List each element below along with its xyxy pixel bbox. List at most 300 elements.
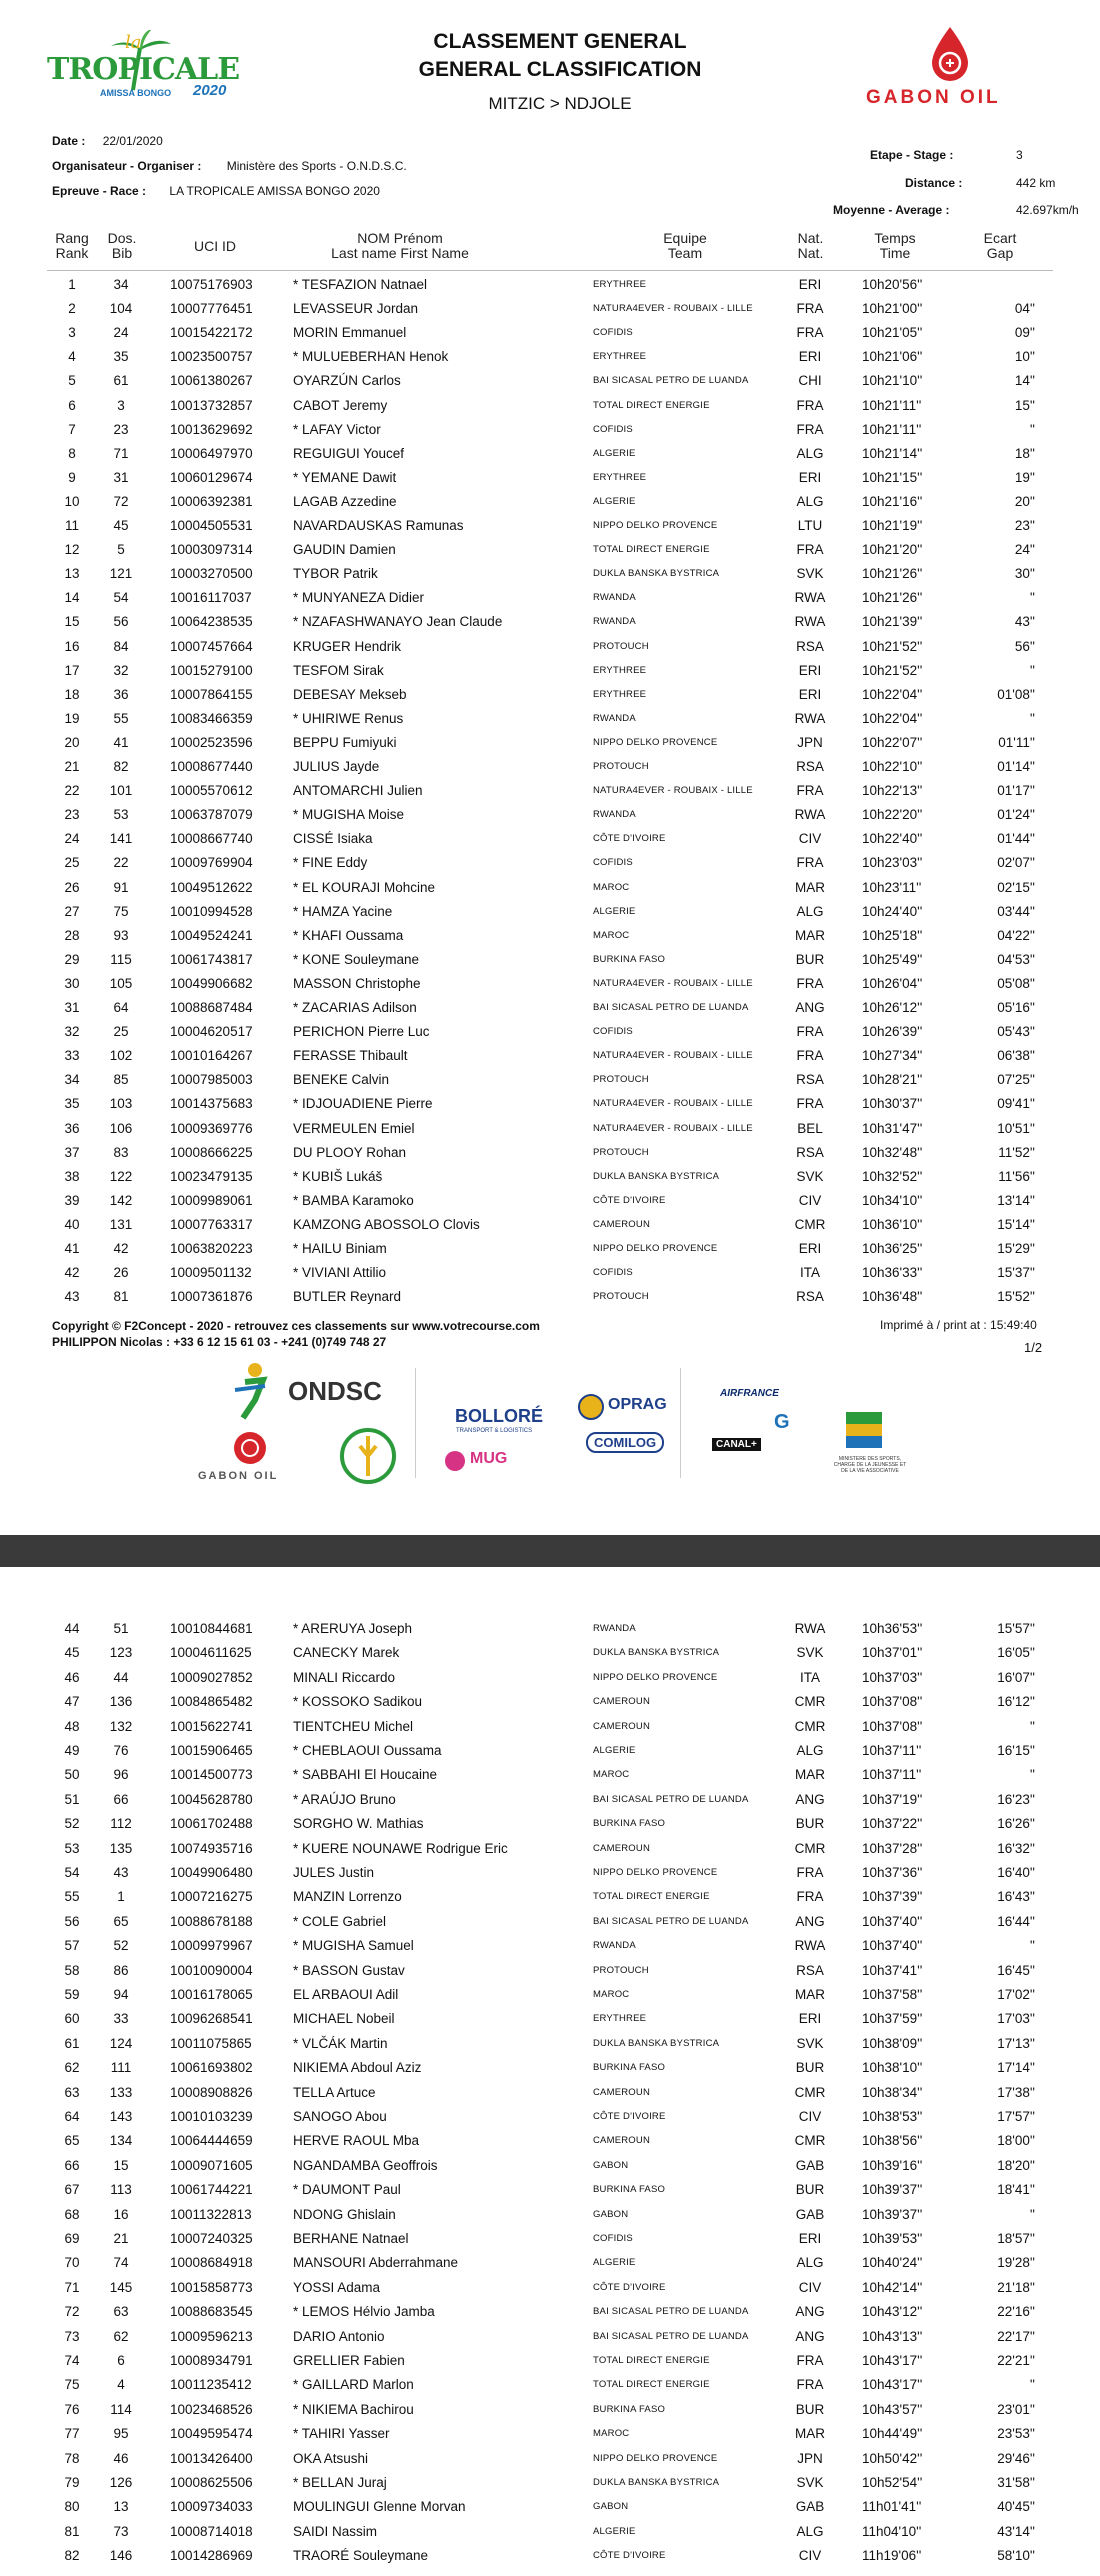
bib-cell: 131 [109,1216,133,1232]
ministry-logo: MINISTERE DES SPORTS, CHARGE DE LA JEUNESSE ET DE LA VIE ASSOCIATIVE [833,1456,907,1474]
race-logo-word: TROPICALE [47,52,240,87]
comilog-logo: COMILOG [586,1432,664,1453]
rank-cell: 46 [64,1669,80,1685]
nat-cell: ALG [796,2523,824,2539]
nat-cell: CHI [798,373,822,389]
team-cell: CAMEROUN [593,2135,651,2147]
table-row [0,876,1100,900]
name-cell: * MULUEBERHAN Henok [293,349,449,365]
rank-cell: 2 [68,301,76,317]
name-cell: * FINE Eddy [293,855,368,871]
rank-cell: 44 [64,1621,80,1636]
table-row [0,2129,1100,2153]
col-name: NOM Prénom Last name First Name [331,230,469,261]
table-row [0,345,1100,369]
nat-cell: CMR [794,1694,826,1710]
table-row [0,1666,1100,1690]
team-cell: BAI SICASAL PETRO DE LUANDA [593,2306,749,2318]
time-cell: 10h43'57'' [862,2401,923,2417]
uci-cell: 10008934791 [170,2353,253,2368]
name-cell: * BASSON Gustav [293,1962,405,1978]
table-row [0,1213,1100,1237]
team-cell: GABON [593,2208,629,2220]
uci-cell: 10011322813 [170,2206,252,2222]
table-row [0,1812,1100,1836]
name-cell: * UHIRIWE Renus [293,710,404,726]
team-cell: TOTAL DIRECT ENERGIE [593,544,710,556]
team-cell: CAMEROUN [593,1842,651,1854]
name-cell: HERVE RAOUL Mba [293,2133,420,2149]
time-cell: 10h21'06'' [862,349,923,365]
team-cell: DUKLA BANSKA BYSTRICA [593,1170,720,1182]
name-cell: TESFOM Sirak [293,662,384,678]
time-cell: 10h28'21'' [862,1072,923,1088]
table-row [0,1092,1100,1116]
uci-cell: 10049512622 [170,879,253,895]
uci-cell: 10064444659 [170,2133,253,2149]
rank-cell: 27 [64,903,80,919]
time-cell: 10h21'14'' [862,445,923,461]
table-row [0,562,1100,586]
uci-cell: 10007216275 [170,1889,253,1905]
gap-cell: 19'28'' [997,2255,1035,2271]
stage-line [870,148,1023,162]
rank-cell: 54 [64,1865,80,1880]
rank-cell: 4 [68,349,76,365]
team-cell: CAMEROUN [593,1696,651,1708]
nat-cell: ALG [796,445,824,461]
gap-cell: '' [1029,2206,1035,2222]
bib-cell: 25 [113,1024,129,1040]
rank-cell: 10 [64,493,80,509]
team-cell: RWANDA [593,1623,636,1634]
team-cell: NIPPO DELKO PROVENCE [593,520,718,531]
rank-cell: 48 [64,1718,80,1734]
bollore-sub: TRANSPORT & LOGISTICS [456,1428,533,1434]
name-cell: MANZIN Lorrenzo [293,1889,402,1905]
uci-cell: 10015279100 [170,662,253,678]
name-cell: GAUDIN Damien [293,542,396,558]
time-cell: 10h43'17'' [862,2353,923,2368]
name-cell: * HAILU Biniam [293,1241,387,1256]
nat-cell: ANG [795,2328,825,2344]
nat-cell: SVK [796,2475,824,2490]
name-cell: MINALI Riccardo [293,1669,396,1685]
gap-cell: 22'21'' [997,2353,1035,2368]
table-row [0,948,1100,972]
name-cell: OKA Atsushi [293,2450,369,2466]
name-cell: CANECKY Marek [293,1645,400,1661]
bib-cell: 113 [110,2182,132,2198]
rank-cell: 7 [68,421,76,437]
time-cell: 10h26'04'' [862,975,923,991]
gap-cell: '' [1029,1767,1035,1783]
bib-cell: 106 [109,1120,133,1136]
nat-cell: SVK [796,566,824,582]
name-cell: * ZACARIAS Adilson [293,1000,417,1015]
team-cell: ERYTHREE [593,351,647,363]
table-row [0,2105,1100,2129]
table-row [0,1934,1100,1958]
bib-cell: 24 [113,325,129,341]
nat-cell: CIV [798,1192,822,1208]
time-cell: 10h37'59'' [862,2011,923,2027]
name-cell: TELLA Artuce [293,2084,376,2100]
gap-cell: 15'' [1014,397,1035,413]
uci-cell: 10084865482 [170,1694,253,1710]
time-cell: 10h21'11'' [862,421,922,437]
race-value: LA TROPICALE AMISSA BONGO 2020 [169,184,380,198]
table-row [0,2544,1100,2568]
team-cell: MAROC [593,1769,630,1781]
rank-cell: 78 [64,2450,80,2466]
bib-cell: 61 [113,373,129,389]
gap-cell: 06'38'' [997,1048,1035,1064]
gap-cell: 18'' [1014,445,1035,461]
table-row [0,273,1100,297]
uci-cell: 10007776451 [170,301,253,317]
name-cell: LAGAB Azzedine [293,493,397,509]
uci-cell: 10006392381 [170,493,253,509]
nat-cell: FRA [796,855,824,871]
time-cell: 10h40'24'' [862,2255,923,2271]
gap-cell: 05'43'' [997,1024,1035,1040]
team-cell: MAROC [593,1989,630,2000]
nat-cell: BUR [795,951,825,967]
gap-cell: 02'07'' [997,855,1035,871]
bib-cell: 75 [113,903,129,919]
gap-cell: 04'22'' [997,927,1035,943]
bib-cell: 121 [109,566,133,582]
team-cell: ALGERIE [593,2525,636,2537]
team-cell: CÔTE D'IVOIRE [593,1194,666,1206]
bib-cell: 56 [113,614,129,630]
nat-cell: ERI [798,277,822,292]
uci-cell: 10049524241 [170,927,253,943]
bib-cell: 64 [113,1000,129,1015]
time-cell: 10h21'20'' [862,542,923,558]
nat-cell: FRA [796,783,824,799]
name-cell: YOSSI Adama [293,2279,381,2295]
team-cell: ERYTHREE [593,471,647,483]
time-cell: 10h37'28'' [862,1840,923,1856]
time-cell: 10h21'15'' [862,469,923,485]
bib-cell: 65 [113,1913,129,1929]
bib-cell: 62 [113,2328,129,2344]
name-cell: CISSÉ Isiaka [293,831,373,847]
nat-cell: FRA [796,1096,824,1112]
gap-cell: 17'38'' [997,2084,1035,2100]
table-row [0,2300,1100,2324]
bib-cell: 126 [109,2475,133,2490]
team-cell: MAROC [593,881,630,893]
table-row [0,1983,1100,2007]
time-cell: 10h32'48'' [862,1144,923,1160]
team-cell: CAMEROUN [593,1720,651,1732]
table-row [0,1044,1100,1068]
uci-cell: 10015858773 [170,2279,253,2295]
name-cell: * KOSSOKO Sadikou [293,1694,423,1710]
uci-cell: 10045628780 [170,1791,253,1807]
gap-cell: 30'' [1014,566,1035,582]
table-row [0,2007,1100,2031]
table-row [0,442,1100,466]
uci-cell: 10002523596 [170,734,253,750]
bib-cell: 41 [113,734,129,750]
rank-cell: 56 [64,1913,80,1929]
nat-cell: CIV [798,2548,822,2564]
rank-cell: 52 [64,1816,80,1832]
gap-cell: 05'16'' [997,1000,1035,1015]
rank-cell: 14 [64,590,80,606]
distance-label: Distance : [905,176,963,190]
table-row [0,2154,1100,2178]
name-cell: * MUGISHA Samuel [293,1938,414,1954]
rank-cell: 77 [64,2426,80,2442]
time-cell: 10h21'10'' [862,373,923,389]
page-2 [0,1567,1100,2576]
table-row [0,2471,1100,2495]
gap-cell: 15'14'' [997,1216,1035,1232]
nat-cell: FRA [796,301,824,317]
gap-cell: 04'' [1014,301,1035,317]
uci-cell: 10009734033 [170,2499,253,2515]
team-cell: BURKINA FASO [593,1818,666,1830]
time-cell: 10h38'09'' [862,2035,923,2051]
table-row [0,1261,1100,1285]
time-cell: 10h39'37'' [862,2182,923,2198]
gap-cell: 14'' [1014,373,1035,389]
gap-cell: 15'57'' [997,1621,1035,1636]
rank-cell: 38 [64,1168,80,1184]
gap-cell: 16'05'' [997,1645,1035,1661]
uci-cell: 10008908826 [170,2084,253,2100]
uci-cell: 10061702488 [170,1816,253,1832]
bib-cell: 55 [113,710,129,726]
nat-cell: ANG [795,1791,825,1807]
team-cell: PROTOUCH [593,761,649,772]
bib-cell: 103 [109,1096,133,1112]
name-cell: BERHANE Natnael [293,2231,409,2246]
nat-cell: ITA [800,1669,820,1685]
gap-cell: 16'32'' [997,1840,1035,1856]
table-row [0,2325,1100,2349]
rank-cell: 9 [68,469,76,485]
name-cell: * MUGISHA Moise [293,807,405,823]
team-cell: PROTOUCH [593,1291,649,1303]
gap-cell: '' [1029,590,1035,606]
time-cell: 10h38'34'' [862,2084,923,2100]
nat-cell: CMR [794,1718,826,1734]
uci-cell: 10008666225 [170,1144,253,1160]
table-row [0,731,1100,755]
time-cell: 10h21'26'' [862,566,923,582]
nat-cell: RWA [794,614,826,630]
name-cell: NGANDAMBA Geoffrois [293,2157,438,2173]
sponsor-separator-2 [680,1368,681,1478]
gap-cell: 15'29'' [997,1241,1035,1256]
nat-cell: RWA [794,1621,826,1636]
nat-cell: JPN [797,734,823,750]
name-cell: * GAILLARD Marlon [293,2377,414,2393]
nat-cell: BUR [795,2060,825,2076]
organizer-line [52,159,407,173]
nat-cell: CMR [794,1840,826,1856]
time-cell: 10h37'36'' [862,1865,923,1880]
uci-cell: 10007240325 [170,2231,253,2246]
time-cell: 10h37'03'' [862,1669,923,1685]
team-cell: ERYTHREE [593,2013,647,2025]
name-cell: * IDJOUADIENE Pierre [293,1096,433,1112]
bib-cell: 46 [113,2450,129,2466]
time-cell: 10h21'11'' [862,397,922,413]
table-row [0,1165,1100,1189]
rank-cell: 37 [64,1144,80,1160]
date-value: 22/01/2020 [102,134,163,148]
bib-cell: 45 [113,518,129,533]
gap-cell: 23'53'' [997,2426,1035,2442]
bib-cell: 91 [113,879,129,895]
time-cell: 10h22'07'' [862,734,923,750]
table-row [0,2495,1100,2519]
uci-cell: 10060129674 [170,469,253,485]
table-row [0,1117,1100,1141]
team-cell: RWANDA [593,1940,636,1952]
stage-value: 3 [1016,148,1023,162]
bib-cell: 112 [110,1816,132,1832]
time-cell: 10h22'10'' [862,759,923,774]
uci-cell: 10008625506 [170,2475,253,2490]
uci-cell: 10004505531 [170,518,253,533]
team-cell: NIPPO DELKO PROVENCE [593,1243,718,1254]
table-row [0,1861,1100,1885]
nat-cell: FRA [796,1889,824,1905]
name-cell: DU PLOOY Rohan [293,1144,407,1160]
gap-cell: 15'52'' [997,1289,1035,1305]
uci-cell: 10008684918 [170,2255,253,2271]
bib-cell: 73 [113,2523,129,2539]
copyright-text: Copyright © F2Concept - 2020 - retrouvez ces classements sur www.votrecourse.com [52,1319,540,1333]
bib-cell: 71 [113,445,129,461]
uci-cell: 10049906480 [170,1865,253,1880]
table-row [0,2349,1100,2373]
time-cell: 10h37'01'' [862,1645,923,1661]
race-logo-la: la [125,32,142,53]
name-cell: BEPPU Fumiyuki [293,734,397,750]
time-cell: 10h38'10'' [862,2060,923,2076]
nat-cell: CMR [794,2133,826,2149]
team-cell: NATURA4EVER - ROUBAIX - LILLE [593,303,753,315]
bib-cell: 132 [109,1718,133,1734]
rank-cell: 63 [64,2084,80,2100]
nat-cell: RSA [796,638,824,654]
table-row [0,635,1100,659]
gap-cell: '' [1029,1938,1035,1954]
name-cell: JULES Justin [293,1865,375,1880]
rank-cell: 47 [64,1694,80,1710]
bib-cell: 136 [109,1694,133,1710]
time-cell: 10h22'20'' [862,807,923,823]
page-divider [0,1535,1100,1567]
team-cell: ALGERIE [593,1745,636,1756]
nat-cell: FRA [796,421,824,437]
time-cell: 10h22'04'' [862,686,923,702]
name-cell: * EL KOURAJI Mohcine [293,879,436,895]
uci-cell: 10096268541 [170,2011,253,2027]
rank-cell: 62 [64,2060,80,2076]
bib-cell: 3 [117,397,125,413]
page-title-fr: CLASSEMENT GENERAL [433,30,687,53]
bib-cell: 123 [109,1645,133,1661]
bib-cell: 84 [113,638,129,654]
time-cell: 10h20'56'' [862,277,923,292]
gap-cell: 16'44'' [997,1913,1035,1929]
flower-icon [440,1446,470,1476]
uci-cell: 10016178065 [170,1987,253,2002]
gap-cell: 16'23'' [997,1791,1035,1807]
uci-cell: 10061693802 [170,2060,253,2076]
gap-cell: 11'56'' [998,1168,1035,1184]
nat-cell: CMR [794,1216,826,1232]
team-cell: DUKLA BANSKA BYSTRICA [593,1647,720,1659]
average-line [833,203,1079,217]
bib-cell: 124 [109,2035,133,2051]
nat-cell: SVK [796,2035,824,2051]
name-cell: MANSOURI Abderrahmane [293,2255,459,2271]
rank-cell: 70 [64,2255,80,2271]
nat-cell: MAR [795,1987,825,2002]
gap-cell: 01'11'' [998,734,1035,750]
bib-cell: 21 [113,2231,129,2246]
nat-cell: MAR [795,879,825,895]
rank-cell: 20 [64,734,80,750]
gabon-oil-small-icon [230,1428,270,1468]
bib-cell: 6 [117,2353,125,2368]
time-cell: 10h43'12'' [862,2304,923,2320]
team-cell: NATURA4EVER - ROUBAIX - LILLE [593,977,753,989]
time-cell: 10h26'39'' [862,1024,923,1040]
svg-text:G: G [774,1411,790,1433]
time-cell: 10h38'53'' [862,2109,923,2124]
team-cell: ERYTHREE [593,664,647,676]
team-cell: TOTAL DIRECT ENERGIE [593,399,710,411]
rank-cell: 36 [64,1120,80,1136]
uci-cell: 10009596213 [170,2328,253,2344]
nat-cell: ERI [798,662,822,678]
table-row [0,2178,1100,2202]
name-cell: TYBOR Patrik [293,566,378,582]
gap-cell: 24'' [1014,542,1035,558]
printed-at: Imprimé à / print at : 15:49:40 [880,1318,1037,1332]
gap-cell: 31'58'' [997,2475,1035,2490]
uci-cell: 10015906465 [170,1743,253,1758]
name-cell: MOULINGUI Glenne Morvan [293,2499,466,2515]
team-cell: PROTOUCH [593,1146,649,1158]
name-cell: * CHEBLAOUI Oussama [293,1743,442,1758]
bib-cell: 44 [113,1669,129,1685]
team-cell: BAI SICASAL PETRO DE LUANDA [593,2330,749,2342]
time-cell: 10h36'48'' [862,1289,923,1305]
nat-cell: RWA [794,590,826,606]
nat-cell: ALG [796,2255,824,2271]
bib-cell: 141 [109,831,133,847]
nat-cell: MAR [795,2426,825,2442]
uci-cell: 10003270500 [170,566,253,582]
time-cell: 10h37'58'' [862,1987,923,2002]
gap-cell: 22'16'' [997,2304,1035,2320]
rank-cell: 81 [64,2523,80,2539]
team-cell: DUKLA BANSKA BYSTRICA [593,2037,720,2049]
